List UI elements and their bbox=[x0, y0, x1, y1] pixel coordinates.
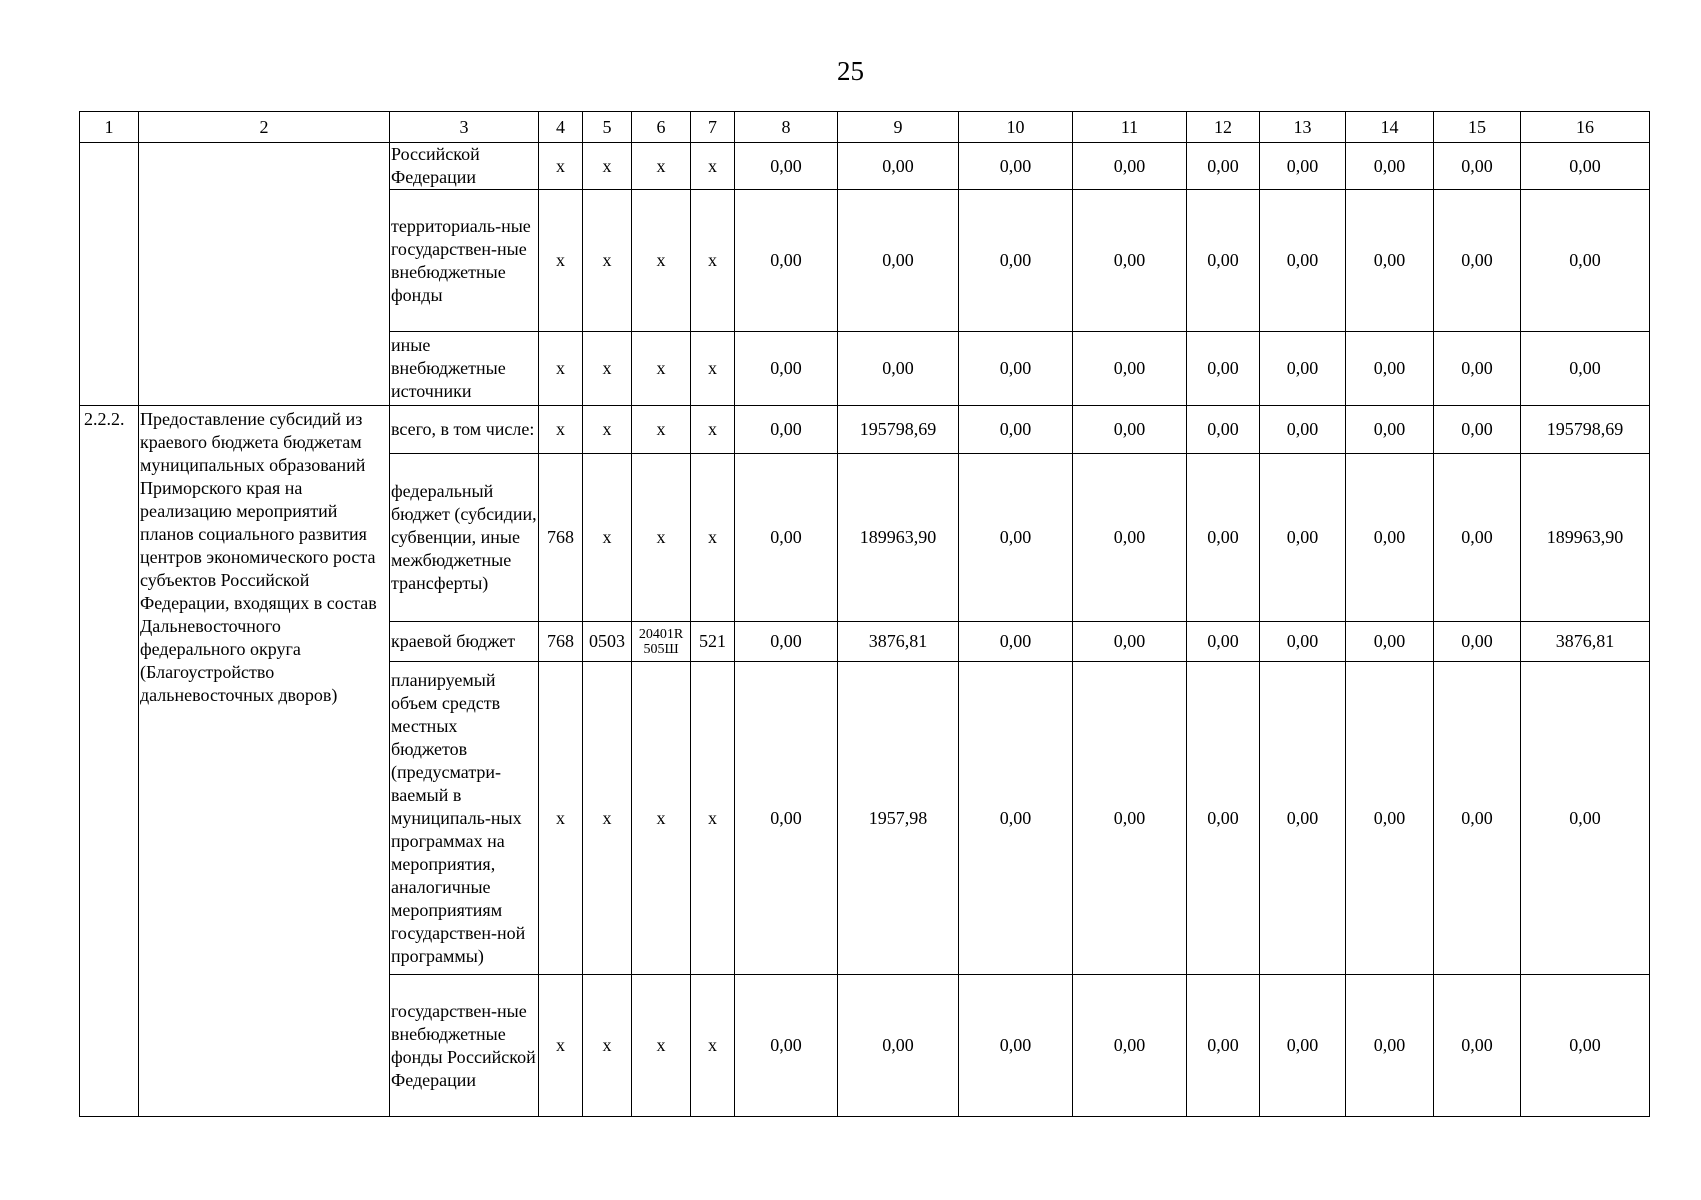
value-cell: 0,00 bbox=[1434, 143, 1521, 190]
value-cell: 0,00 bbox=[1260, 622, 1346, 662]
value-cell: 0,00 bbox=[1187, 143, 1260, 190]
code-cell: x bbox=[691, 454, 735, 622]
value-cell: 0,00 bbox=[1346, 454, 1434, 622]
value-cell: 0,00 bbox=[1260, 406, 1346, 454]
funding-source-cell: территориаль-ные государствен-ные внебюджетные фонды bbox=[390, 190, 539, 332]
code-cell: x bbox=[691, 975, 735, 1117]
code-cell: x bbox=[632, 332, 691, 406]
value-cell: 0,00 bbox=[1521, 190, 1650, 332]
value-cell: 0,00 bbox=[838, 190, 959, 332]
value-cell: 189963,90 bbox=[838, 454, 959, 622]
code-cell: x bbox=[632, 143, 691, 190]
code-cell: x bbox=[583, 332, 632, 406]
column-header: 5 bbox=[583, 112, 632, 143]
code-cell: 521 bbox=[691, 622, 735, 662]
value-cell: 0,00 bbox=[838, 143, 959, 190]
funding-source-cell: всего, в том числе: bbox=[390, 406, 539, 454]
code-cell: x bbox=[539, 332, 583, 406]
empty-number-cell bbox=[80, 143, 139, 406]
value-cell: 0,00 bbox=[959, 190, 1073, 332]
column-header: 7 bbox=[691, 112, 735, 143]
value-cell: 0,00 bbox=[1073, 190, 1187, 332]
value-cell: 0,00 bbox=[1521, 332, 1650, 406]
empty-description-cell bbox=[139, 143, 390, 406]
column-header: 8 bbox=[735, 112, 838, 143]
value-cell: 3876,81 bbox=[838, 622, 959, 662]
code-cell: x bbox=[539, 406, 583, 454]
value-cell: 0,00 bbox=[1073, 975, 1187, 1117]
column-header: 6 bbox=[632, 112, 691, 143]
value-cell: 0,00 bbox=[1073, 143, 1187, 190]
value-cell: 0,00 bbox=[735, 406, 838, 454]
value-cell: 0,00 bbox=[1260, 190, 1346, 332]
value-cell: 0,00 bbox=[1260, 975, 1346, 1117]
column-header: 2 bbox=[139, 112, 390, 143]
value-cell: 0,00 bbox=[1073, 622, 1187, 662]
code-cell: x bbox=[632, 454, 691, 622]
value-cell: 0,00 bbox=[1187, 975, 1260, 1117]
value-cell: 0,00 bbox=[1260, 662, 1346, 975]
column-header: 3 bbox=[390, 112, 539, 143]
code-cell: x bbox=[539, 975, 583, 1117]
funding-source-cell: краевой бюджет bbox=[390, 622, 539, 662]
value-cell: 0,00 bbox=[1346, 406, 1434, 454]
value-cell: 195798,69 bbox=[838, 406, 959, 454]
value-cell: 0,00 bbox=[1434, 622, 1521, 662]
value-cell: 0,00 bbox=[1434, 406, 1521, 454]
value-cell: 0,00 bbox=[1346, 143, 1434, 190]
value-cell: 0,00 bbox=[1434, 332, 1521, 406]
header-row bbox=[80, 112, 1650, 143]
code-cell: x bbox=[583, 406, 632, 454]
value-cell: 0,00 bbox=[1073, 332, 1187, 406]
column-header: 9 bbox=[838, 112, 959, 143]
value-cell: 0,00 bbox=[1434, 190, 1521, 332]
value-cell: 189963,90 bbox=[1521, 454, 1650, 622]
code-cell: x bbox=[632, 975, 691, 1117]
code-cell: x bbox=[691, 406, 735, 454]
value-cell: 0,00 bbox=[1260, 143, 1346, 190]
code-cell: 768 bbox=[539, 622, 583, 662]
value-cell: 3876,81 bbox=[1521, 622, 1650, 662]
value-cell: 0,00 bbox=[1073, 454, 1187, 622]
value-cell: 0,00 bbox=[735, 190, 838, 332]
budget-table bbox=[79, 111, 1650, 1117]
code-cell: 768 bbox=[539, 454, 583, 622]
value-cell: 0,00 bbox=[959, 454, 1073, 622]
code-cell: x bbox=[632, 662, 691, 975]
code-cell: x bbox=[539, 190, 583, 332]
funding-source-cell: иные внебюджетные источники bbox=[390, 332, 539, 406]
funding-source-cell: государствен-ные внебюджетные фонды Российской Федерации bbox=[390, 975, 539, 1117]
value-cell: 0,00 bbox=[1346, 662, 1434, 975]
code-cell: x bbox=[691, 190, 735, 332]
value-cell: 0,00 bbox=[959, 332, 1073, 406]
funding-source-cell: планируемый объем средств местных бюджетов (предусматри-ваемый в муниципаль-ных программах на мероприятия, аналогичные мероприятиям государствен-ной программы) bbox=[390, 662, 539, 975]
value-cell: 0,00 bbox=[1187, 454, 1260, 622]
column-header: 11 bbox=[1073, 112, 1187, 143]
code-cell: x bbox=[583, 454, 632, 622]
value-cell: 0,00 bbox=[735, 454, 838, 622]
column-header: 13 bbox=[1260, 112, 1346, 143]
funding-source-cell: федеральный бюджет (субсидии, субвенции, иные межбюджетные трансферты) bbox=[390, 454, 539, 622]
code-cell: x bbox=[632, 406, 691, 454]
code-cell: x bbox=[539, 143, 583, 190]
value-cell: 0,00 bbox=[838, 332, 959, 406]
value-cell: 0,00 bbox=[735, 622, 838, 662]
value-cell: 0,00 bbox=[1260, 454, 1346, 622]
value-cell: 0,00 bbox=[735, 975, 838, 1117]
column-header: 4 bbox=[539, 112, 583, 143]
code-cell: x bbox=[691, 332, 735, 406]
code-cell: 20401R 505Ш bbox=[632, 622, 691, 662]
value-cell: 0,00 bbox=[735, 332, 838, 406]
value-cell: 0,00 bbox=[1434, 454, 1521, 622]
item-number-cell: 2.2.2. bbox=[80, 406, 139, 1117]
code-cell: x bbox=[691, 143, 735, 190]
value-cell: 0,00 bbox=[1521, 662, 1650, 975]
code-cell: x bbox=[583, 143, 632, 190]
column-header: 15 bbox=[1434, 112, 1521, 143]
table-row bbox=[80, 143, 1650, 190]
value-cell: 0,00 bbox=[959, 975, 1073, 1117]
value-cell: 0,00 bbox=[1073, 662, 1187, 975]
value-cell: 0,00 bbox=[1187, 190, 1260, 332]
value-cell: 0,00 bbox=[1260, 332, 1346, 406]
column-header: 1 bbox=[80, 112, 139, 143]
value-cell: 0,00 bbox=[1346, 190, 1434, 332]
value-cell: 0,00 bbox=[1187, 332, 1260, 406]
column-header: 10 bbox=[959, 112, 1073, 143]
value-cell: 0,00 bbox=[735, 662, 838, 975]
value-cell: 0,00 bbox=[1521, 143, 1650, 190]
value-cell: 0,00 bbox=[1187, 622, 1260, 662]
value-cell: 0,00 bbox=[1346, 975, 1434, 1117]
value-cell: 0,00 bbox=[959, 662, 1073, 975]
column-header: 14 bbox=[1346, 112, 1434, 143]
value-cell: 0,00 bbox=[838, 975, 959, 1117]
value-cell: 0,00 bbox=[1187, 662, 1260, 975]
item-description-cell: Предоставление субсидий из краевого бюджета бюджетам муниципальных образований Приморского края на реализацию мероприятий планов социального развития центров экономического роста субъектов Российской Федерации, входящих в состав Дальневосточного федерального округа (Благоустройство дальневосточных дворов) bbox=[139, 406, 390, 1117]
value-cell: 1957,98 bbox=[838, 662, 959, 975]
value-cell: 0,00 bbox=[959, 143, 1073, 190]
code-cell: 0503 bbox=[583, 622, 632, 662]
value-cell: 0,00 bbox=[1521, 975, 1650, 1117]
value-cell: 0,00 bbox=[1073, 406, 1187, 454]
funding-source-cell: Российской Федерации bbox=[390, 143, 539, 190]
table-row bbox=[80, 406, 1650, 454]
value-cell: 0,00 bbox=[1346, 332, 1434, 406]
code-cell: x bbox=[539, 662, 583, 975]
value-cell: 195798,69 bbox=[1521, 406, 1650, 454]
code-cell: x bbox=[632, 190, 691, 332]
value-cell: 0,00 bbox=[1434, 662, 1521, 975]
code-cell: x bbox=[583, 190, 632, 332]
column-header: 12 bbox=[1187, 112, 1260, 143]
value-cell: 0,00 bbox=[1187, 406, 1260, 454]
code-cell: x bbox=[583, 662, 632, 975]
code-cell: x bbox=[691, 662, 735, 975]
page-number: 25 bbox=[837, 56, 864, 86]
code-cell: x bbox=[583, 975, 632, 1117]
value-cell: 0,00 bbox=[735, 143, 838, 190]
value-cell: 0,00 bbox=[959, 406, 1073, 454]
value-cell: 0,00 bbox=[1434, 975, 1521, 1117]
value-cell: 0,00 bbox=[959, 622, 1073, 662]
column-header: 16 bbox=[1521, 112, 1650, 143]
value-cell: 0,00 bbox=[1346, 622, 1434, 662]
